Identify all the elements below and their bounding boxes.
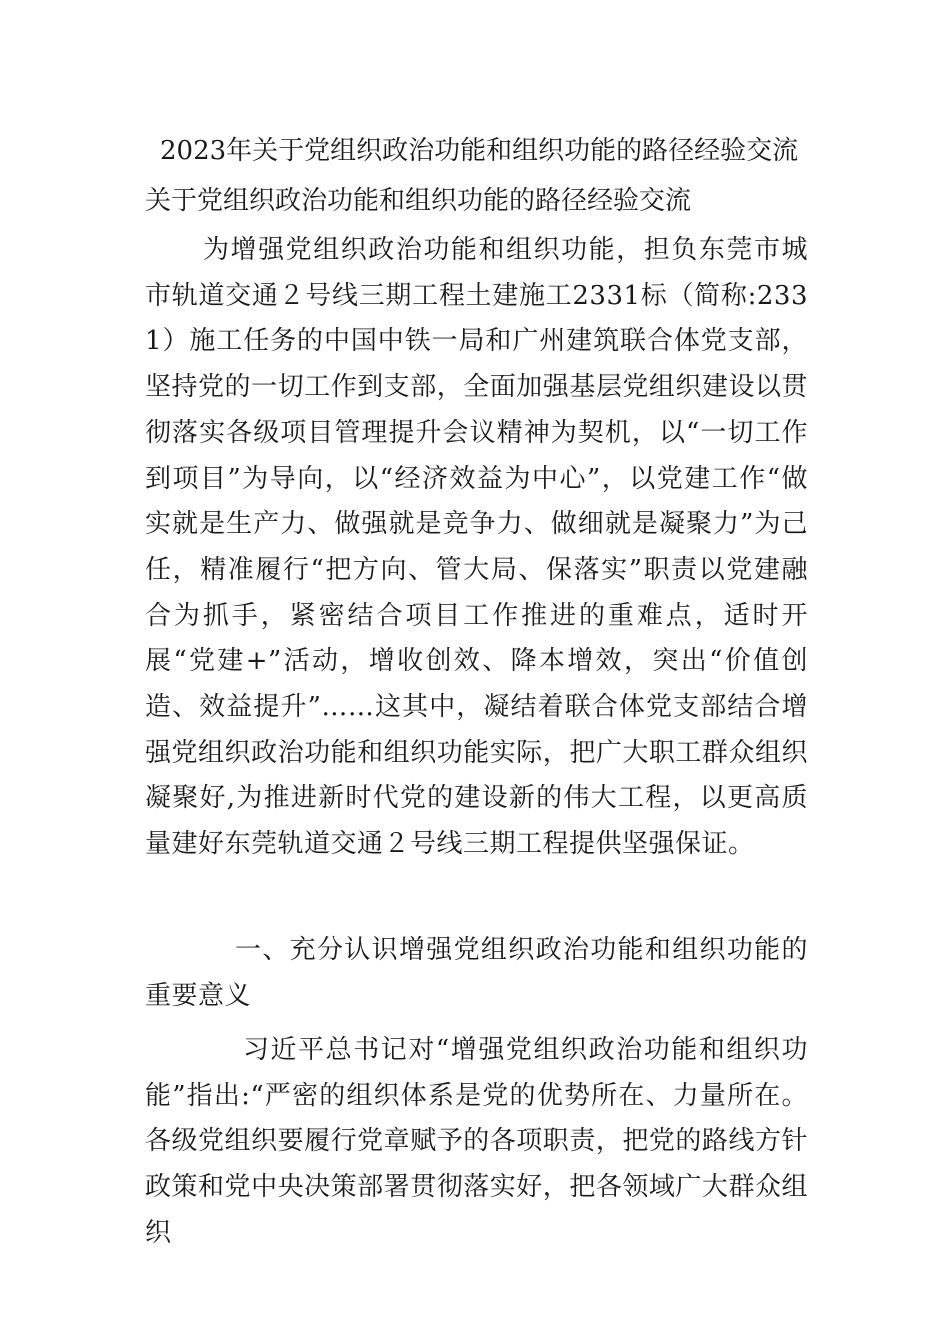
- document-subtitle: 关于党组织政治功能和组织功能的路径经验交流: [145, 186, 692, 216]
- section-heading: 一、充分认识增强党组织政治功能和组织功能的重要意义: [145, 935, 808, 1011]
- intro-paragraph: 为增强党组织政治功能和组织功能，担负东莞市城市轨道交通２号线三期工程土建施工2331标（简称:2331）施工任务的中国中铁一局和广州建筑联合体党支部，坚持党的一切工作到支部，全面加强基层党组织建设以贯彻落实各级项目管理提升会议精神为契机，以“一切工作到项目”为导向，以“经济效益为中心”，以党建工作“做实就是生产力、做强就是竞争力、做细就是凝聚力”为己任，精准履行“把方向、管大局、保落实”职责以党建融合为抓手，紧密结合项目工作推进的重难点，适时开展“党建+”活动，增收创效、降本增效，突出“价值创造、效益提升”……这其中，凝结着联合体党支部结合增强党组织政治功能和组织功能实际，把广大职工群众组织凝聚好,为推进新时代党的建设新的伟大工程，以更高质量建好东莞轨道交通２号线三期工程提供坚强保证。: [145, 235, 808, 860]
- document-title: 2023年关于党组织政治功能和组织功能的路径经验交流: [160, 136, 799, 166]
- section-paragraph: 习近平总书记对“增强党组织政治功能和组织功能”指出:“严密的组织体系是党的优势所在、力量所在。各级党组织要履行党章赋予的各项职责，把党的路线方针政策和党中央决策部署贯彻落实好，把各领域广大群众组织: [145, 1035, 808, 1248]
